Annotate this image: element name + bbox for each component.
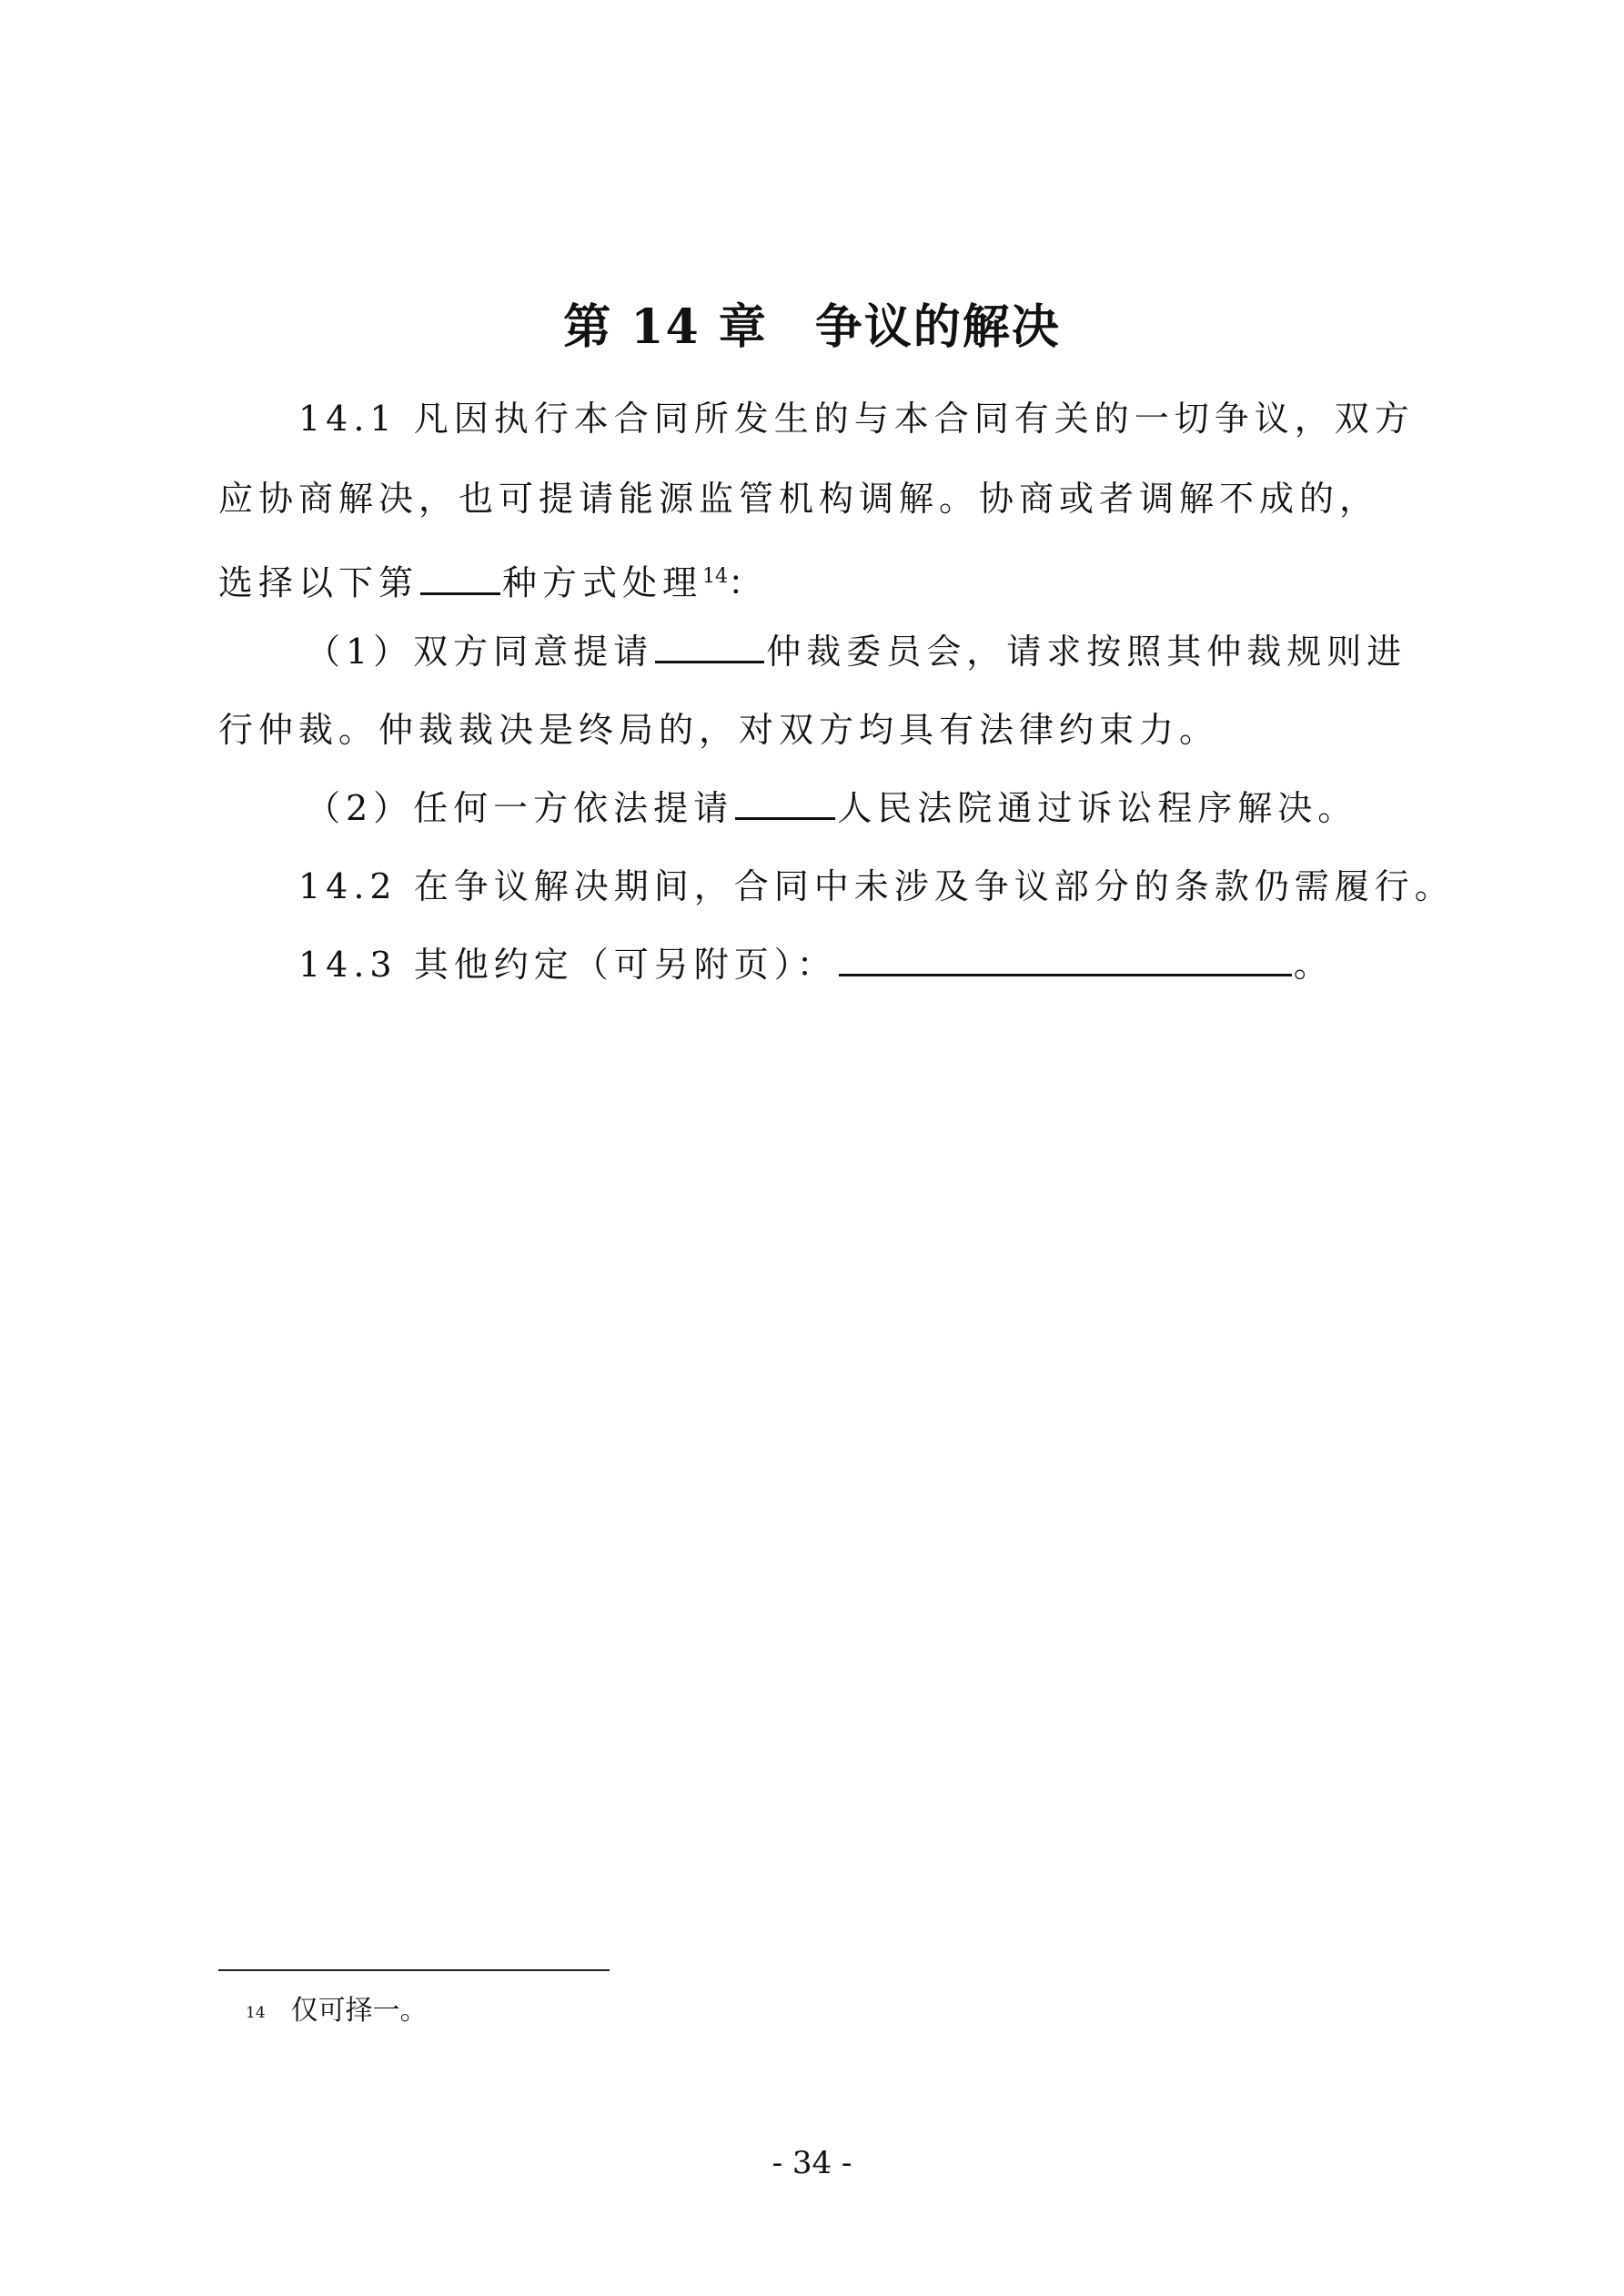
court-blank[interactable] — [735, 790, 835, 820]
clause-14-3: 14.3 其他约定（可另附页）： 。 — [298, 945, 1334, 985]
clause-14-1-line-2: 应协商解决，也可提请能源监管机构调解。协商或者调解不成的， — [218, 479, 1380, 519]
footnote — [246, 1988, 428, 2034]
chapter-title: 争议的解决 — [814, 299, 1061, 355]
arbitration-commission-blank[interactable] — [655, 633, 764, 663]
option-1-line-2: 行仲裁。仲裁裁决是终局的，对双方均具有法律约束力。 — [218, 710, 1220, 750]
footnote-separator — [218, 1969, 610, 1971]
method-choice-blank[interactable] — [420, 565, 500, 595]
chapter-heading — [0, 289, 1624, 366]
clause-14-1-line-1: 14.1 凡因执行本合同所发生的与本合同有关的一切争议，双方 — [298, 399, 1415, 439]
chapter-number: 第 14 章 — [563, 299, 768, 355]
clause-14-2: 14.2 在争议解决期间，合同中未涉及争议部分的条款仍需履行。 — [298, 866, 1455, 906]
option-2-line: （2）任何一方依法提请 人民法院通过诉讼程序解决。 — [306, 788, 1358, 828]
footnote-ref: 14 — [702, 565, 729, 588]
page-number: - 34 - — [772, 2145, 852, 2181]
other-agreement-blank[interactable] — [839, 946, 1292, 976]
footnote-mark: 14 — [246, 2004, 266, 2022]
footnote-text: 仅可择一。 — [290, 1995, 428, 2027]
clause-14-1-line-3: 选择以下第 种方式处理$^{14}$： — [218, 562, 769, 603]
option-1-line-1: （1）双方同意提请 仲裁委员会，请求按照其仲裁规则进 — [306, 632, 1407, 672]
